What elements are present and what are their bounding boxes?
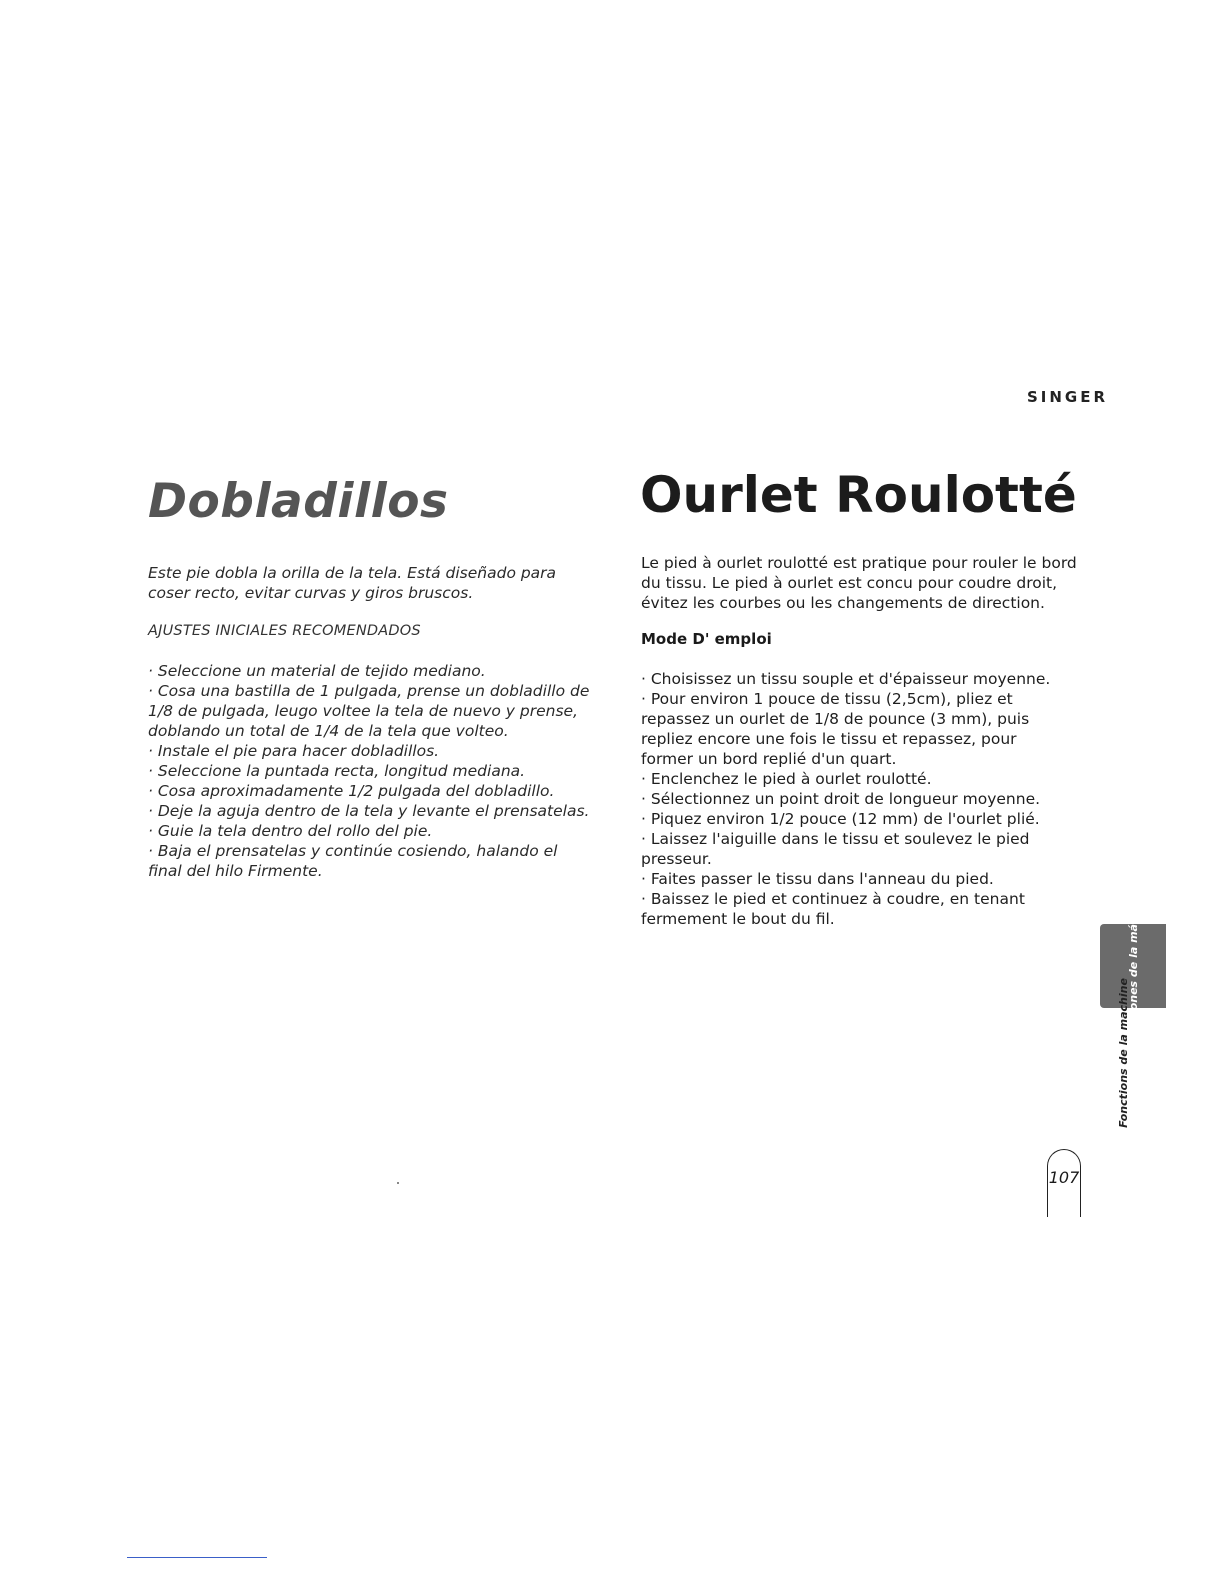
french-step-line: former un bord replié d'un quart. — [641, 750, 897, 768]
french-step-line: fermement le bout du fil. — [641, 910, 835, 928]
spanish-steps-list — [148, 661, 608, 881]
french-step-item — [641, 669, 1101, 689]
french-intro — [641, 553, 1101, 613]
french-step-line: · Enclenchez le pied à ourlet roulotté. — [641, 770, 932, 788]
page-title-french: Ourlet Roulotté — [640, 466, 1077, 524]
bottom-divider — [127, 1557, 267, 1558]
section-tab-text — [1104, 889, 1164, 1043]
french-step-line: · Choisissez un tissu souple et d'épaisseur moyenne. — [641, 670, 1051, 688]
french-steps-list — [641, 669, 1101, 929]
spanish-step-item — [148, 761, 608, 781]
french-intro-line: Le pied à ourlet roulotté est pratique pour rouler le bord — [641, 554, 1077, 572]
spanish-step-item — [148, 681, 608, 741]
french-step-line: · Pour environ 1 pouce de tissu (2,5cm), pliez et — [641, 690, 1013, 708]
spanish-step-item — [148, 781, 608, 801]
spanish-step-item — [148, 841, 608, 881]
section-side-label-text: Fonctions de la machine — [1117, 978, 1130, 1128]
spanish-step-line: · Guie la tela dentro del rollo del pie. — [148, 822, 433, 840]
spanish-step-item — [148, 661, 608, 681]
spanish-step-line: doblando un total de 1/4 de la tela que volteo. — [148, 722, 509, 740]
spanish-column — [148, 563, 608, 881]
french-intro-line: du tissu. Le pied à ourlet est concu pour coudre droit, — [641, 574, 1058, 592]
french-step-line: · Faites passer le tissu dans l'anneau du pied. — [641, 870, 994, 888]
page-number: 107 — [1048, 1168, 1080, 1187]
french-subheading: Mode D' emploi — [641, 630, 772, 648]
stray-dot — [397, 1182, 399, 1184]
french-step-item — [641, 809, 1101, 829]
french-step-line: · Baissez le pied et continuez à coudre, en tenant — [641, 890, 1025, 908]
french-column — [641, 553, 1101, 929]
french-step-item — [641, 829, 1101, 869]
spanish-step-item — [148, 821, 608, 841]
section-side-label — [1104, 978, 1144, 1128]
french-step-line: · Sélectionnez un point droit de longueur moyenne. — [641, 790, 1041, 808]
spanish-subheading: AJUSTES INICIALES RECOMENDADOS — [148, 623, 421, 639]
spanish-step-line: · Deje la aguja dentro de la tela y levante el prensatelas. — [148, 802, 590, 820]
french-step-line: repliez encore une fois le tissu et repassez, pour — [641, 730, 1017, 748]
brand-logo: SINGER — [1026, 388, 1108, 406]
section-tab-label: Funciones de la máquina — [1127, 889, 1140, 1043]
spanish-step-line: · Seleccione la puntada recta, longitud mediana. — [148, 762, 526, 780]
spanish-step-line: 1/8 de pulgada, leugo voltee la tela de nuevo y prense, — [148, 702, 578, 720]
french-step-line: · Piquez environ 1/2 pouce (12 mm) de l'ourlet plié. — [641, 810, 1040, 828]
page-title-spanish: Dobladillos — [148, 474, 449, 529]
spanish-step-line: · Cosa una bastilla de 1 pulgada, prense un dobladillo de — [148, 682, 590, 700]
spanish-step-line: · Instale el pie para hacer dobladillos. — [148, 742, 440, 760]
spanish-intro-line: Este pie dobla la orilla de la tela. Está diseñado para — [148, 564, 557, 582]
french-step-line: · Laissez l'aiguille dans le tissu et soulevez le pied — [641, 830, 1030, 848]
spanish-intro — [148, 563, 608, 603]
spanish-step-item — [148, 801, 608, 821]
french-step-line: repassez un ourlet de 1/8 de pounce (3 mm), puis — [641, 710, 1030, 728]
spanish-step-line: final del hilo Firmente. — [148, 862, 323, 880]
spanish-step-line: · Baja el prensatelas y continúe cosiendo, halando el — [148, 842, 558, 860]
french-step-item — [641, 769, 1101, 789]
french-step-item — [641, 889, 1101, 929]
spanish-step-item — [148, 741, 608, 761]
french-intro-line: évitez les courbes ou les changements de direction. — [641, 594, 1045, 612]
spanish-intro-line: coser recto, evitar curvas y giros bruscos. — [148, 584, 474, 602]
french-step-item — [641, 689, 1101, 769]
french-step-item — [641, 869, 1101, 889]
spanish-step-line: · Seleccione un material de tejido mediano. — [148, 662, 486, 680]
spanish-step-line: · Cosa aproximadamente 1/2 pulgada del dobladillo. — [148, 782, 555, 800]
french-step-item — [641, 789, 1101, 809]
french-step-line: presseur. — [641, 850, 712, 868]
